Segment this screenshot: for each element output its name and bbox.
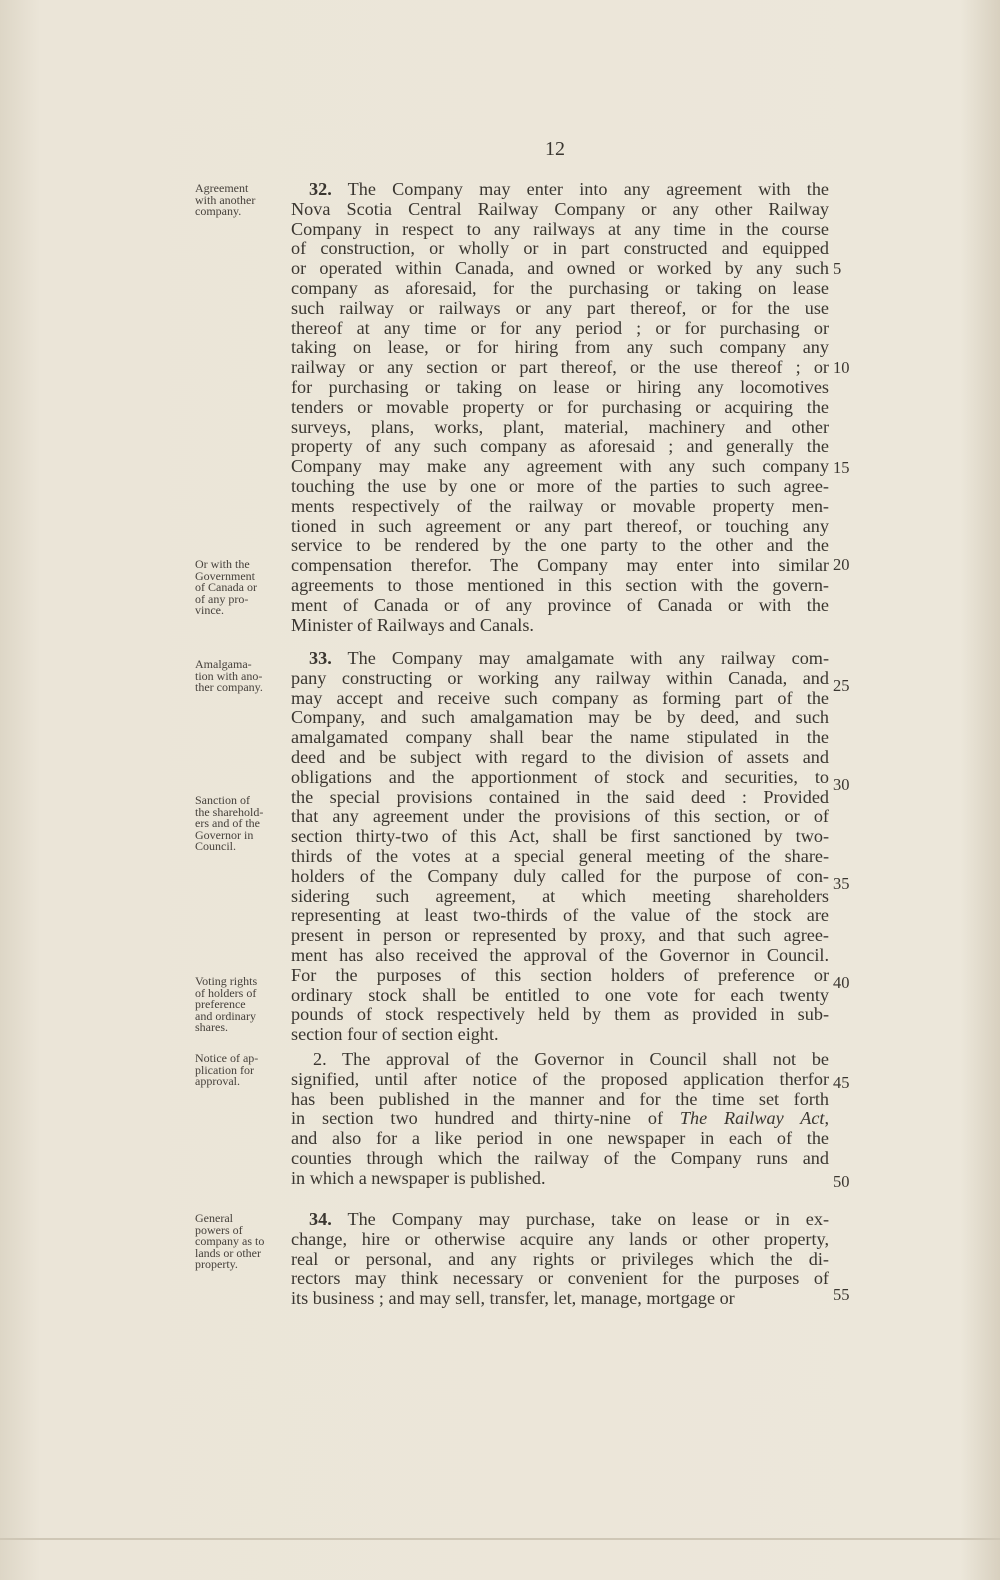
- line-number: 35: [833, 874, 850, 893]
- text-line: has been published in the manner and for the time set forth: [291, 1088, 829, 1109]
- text-line: or operated within Canada, and owned or worked by any such: [291, 258, 829, 279]
- text-line: ments respectively of the railway or movable property men-: [291, 495, 829, 516]
- text-line: service to be rendered by the one party to the other and the: [291, 535, 829, 556]
- text-line: company as aforesaid, for the purchasing or taking on lease: [291, 278, 829, 298]
- line-number: 45: [833, 1073, 850, 1092]
- margin-note-line: shares.: [195, 1020, 228, 1034]
- margin-note-line: company as to: [195, 1234, 265, 1248]
- margin-note-line: vince.: [195, 603, 224, 617]
- margin-note: [195, 976, 291, 1034]
- text-line: [309, 648, 829, 668]
- line-number: 50: [833, 1172, 850, 1191]
- text-line: thereof at any time or for any period ; or for purchasing or: [291, 317, 829, 338]
- margin-note-line: company.: [195, 204, 242, 218]
- margin-note-line: of holders of: [195, 985, 257, 1000]
- text-line: the special provisions contained in the said deed : Provided: [291, 786, 829, 807]
- section-text: The Company may enter into any agreement with the: [331, 179, 829, 199]
- text-line: representing at least two-thirds of the value of the stock are: [291, 905, 829, 926]
- margin-note-line: and ordinary: [195, 1008, 256, 1023]
- text-line: Company may make any agreement with any such company: [291, 456, 829, 477]
- text-line: holders of the Company duly called for the purpose of con-: [291, 865, 829, 886]
- margin-note-line: Notice of ap-: [195, 1051, 259, 1065]
- line-number: 25: [833, 676, 850, 695]
- text-line: property of any such company as aforesaid ; and generally the: [291, 436, 829, 457]
- text-line: agreements to those mentioned in this section with the govern-: [291, 575, 829, 595]
- text-line: amalgamated company shall bear the name stipulated in the: [291, 727, 829, 748]
- text-line: Minister of Railways and Canals.: [291, 614, 534, 635]
- margin-note-line: Agreement: [195, 181, 249, 195]
- margin-note-line: ers and of the: [195, 816, 260, 830]
- text-line: ordinary stock shall be entitled to one vote for each twenty: [291, 984, 829, 1005]
- text-line: such railway or railways or any part thereof, or for the use: [291, 297, 829, 318]
- margin-note-line: Government: [195, 568, 255, 583]
- text-line: section thirty-two of this Act, shall be first sanctioned by two-: [291, 826, 829, 847]
- text-line: its business ; and may sell, transfer, let, manage, mortgage or: [291, 1288, 735, 1309]
- line-number: 20: [833, 555, 850, 574]
- margin-note-line: preference: [195, 997, 246, 1011]
- text-line: [291, 1108, 829, 1128]
- margin-note: [195, 1213, 291, 1271]
- line-number: 15: [833, 458, 850, 477]
- section-number: 33.: [309, 648, 332, 668]
- margin-note-line: Sanction of: [195, 793, 250, 807]
- margin-note: [195, 1053, 291, 1088]
- text-line: pounds of stock respectively held by them as provided in sub-: [291, 1004, 829, 1025]
- margin-note-line: General: [195, 1211, 233, 1225]
- text-line: compensation therefor. The Company may enter into similar: [291, 555, 829, 576]
- margin-note-line: powers of: [195, 1222, 243, 1237]
- text-line: surveys, plans, works, plant, material, machinery and other: [291, 416, 829, 437]
- text-line: 2. The approval of the Governor in Council shall not be: [313, 1049, 829, 1069]
- margin-note-line: property.: [195, 1257, 238, 1271]
- text-line: for purchasing or taking on lease or hiring any locomotives: [291, 377, 829, 397]
- text-line: pany constructing or working any railway within Canada, and: [291, 667, 829, 688]
- line-number: 40: [833, 973, 850, 992]
- margin-note-line: plication for: [195, 1062, 254, 1077]
- margin-note-line: Council.: [195, 839, 236, 853]
- margin-note-line: with another: [195, 192, 256, 207]
- page-number: 12: [545, 138, 565, 160]
- text-line: For the purposes of this section holders of preference or: [291, 964, 829, 985]
- page-edge-rule: [0, 1538, 1000, 1540]
- margin-note: [195, 659, 291, 694]
- punctuation: ,: [824, 1108, 829, 1129]
- margin-note: [195, 795, 291, 853]
- margin-note-line: the sharehold-: [195, 804, 264, 819]
- text-line: [309, 1209, 829, 1229]
- section-text: The Company may amalgamate with any railway com-: [331, 648, 829, 668]
- text-line: of construction, or wholly or in part constructed and equipped: [291, 238, 829, 259]
- text-line: that any agreement under the provisions of this section, or of: [291, 806, 829, 827]
- text-line: ment of Canada or of any province of Canada or with the: [291, 594, 829, 615]
- text-line: and also for a like period in one newspaper in each of the: [291, 1128, 829, 1149]
- text-line: deed and be subject with regard to the division of assets and: [291, 747, 829, 767]
- text-line: section four of section eight.: [291, 1024, 499, 1045]
- text-line: Company, and such amalgamation may be by deed, and such: [291, 707, 829, 728]
- text-line: taking on lease, or for hiring from any such company any: [291, 337, 829, 358]
- section-number: 34.: [309, 1209, 332, 1229]
- section-number: 32.: [309, 179, 332, 199]
- margin-note-line: Or with the: [195, 557, 250, 571]
- margin-note-line: of Canada or: [195, 580, 257, 594]
- line-number: 55: [833, 1285, 850, 1304]
- text-line: obligations and the apportionment of stock and securities, to: [291, 766, 829, 787]
- margin-note-line: Voting rights: [195, 974, 258, 988]
- text-line: touching the use by one or more of the parties to such agree-: [291, 476, 829, 496]
- text-line: railway or any section or part thereof, or the use thereof ; or: [291, 357, 829, 378]
- text-line: ment has also received the approval of the Governor in Council.: [291, 945, 829, 965]
- margin-note-line: Governor in: [195, 827, 254, 842]
- margin-note-line: approval.: [195, 1074, 240, 1088]
- line-number: 10: [833, 358, 850, 377]
- text-line: thirds of the votes at a special general meeting of the share-: [291, 846, 829, 866]
- text-line: may accept and receive such company as forming part of the: [291, 687, 829, 708]
- margin-note: [195, 559, 291, 617]
- section-text: in section two hundred and thirty-nine of: [291, 1108, 680, 1129]
- act-reference: The Railway Act: [679, 1108, 825, 1129]
- text-line: Nova Scotia Central Railway Company or any other Railway: [291, 198, 829, 219]
- margin-note-line: of any pro-: [195, 591, 249, 606]
- text-line: tenders or movable property or for purchasing or acquiring the: [291, 396, 829, 417]
- margin-note-line: tion with ano-: [195, 668, 263, 683]
- text-line: change, hire or otherwise acquire any lands or other property,: [291, 1228, 829, 1249]
- text-line: sidering such agreement, at which meeting shareholders: [291, 885, 829, 906]
- margin-note-line: Amalgama-: [195, 657, 252, 671]
- text-line: present in person or represented by proxy, and that such agree-: [291, 925, 829, 946]
- text-line: tioned in such agreement or any part thereof, or touching any: [291, 515, 829, 536]
- text-line: [309, 179, 829, 199]
- text-line: counties through which the railway of the Company runs and: [291, 1148, 829, 1168]
- margin-note: [195, 183, 291, 218]
- text-line: rectors may think necessary or convenient for the purposes of: [291, 1268, 829, 1289]
- text-line: signified, until after notice of the proposed application therfor: [291, 1068, 829, 1089]
- text-line: real or personal, and any rights or privileges which the di-: [291, 1248, 829, 1269]
- margin-note-line: lands or other: [195, 1245, 261, 1260]
- text-line: in which a newspaper is published.: [291, 1167, 546, 1188]
- line-number: 30: [833, 775, 850, 794]
- text-line: Company in respect to any railways at any time in the course: [291, 218, 829, 239]
- line-number: 5: [833, 259, 842, 278]
- section-text: The Company may purchase, take on lease or in ex-: [331, 1209, 829, 1229]
- margin-note-line: ther company.: [195, 680, 263, 694]
